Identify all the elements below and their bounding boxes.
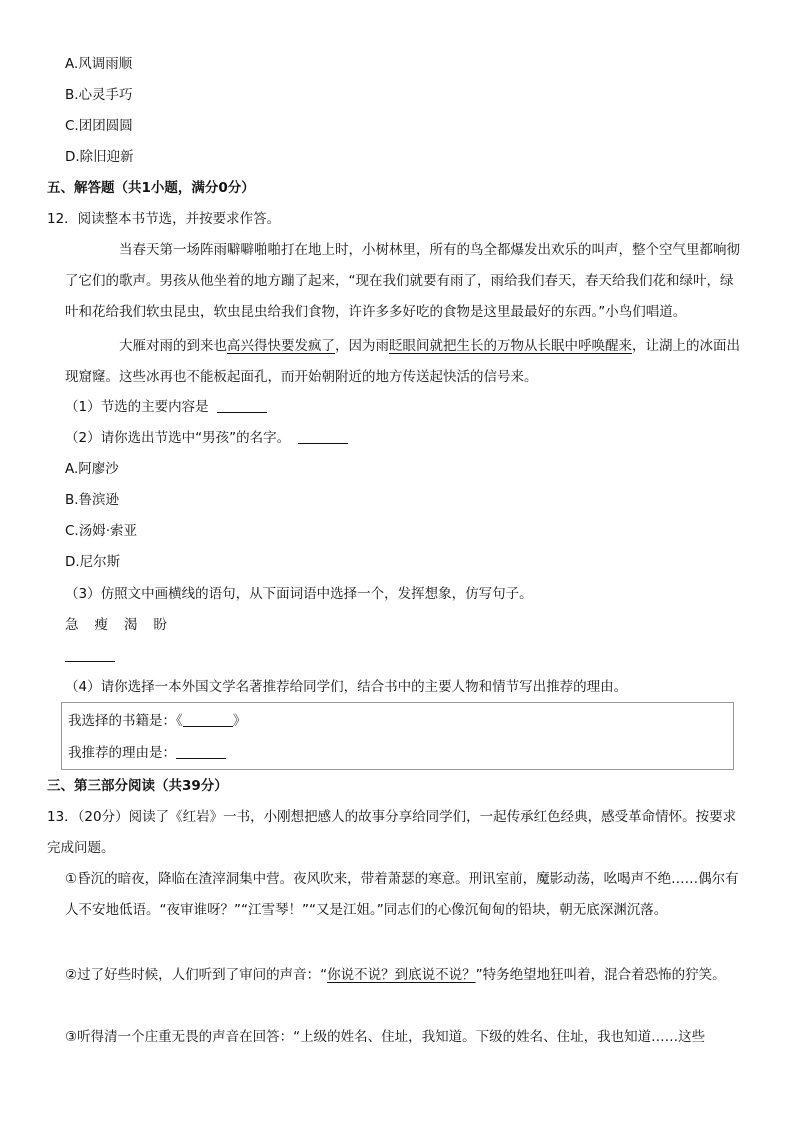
q13-paragraph-3: ③听得清一个庄重无畏的声音在回答：“上级的姓名、住址，我知道。下级的姓名、住址，我也知道……这些 xyxy=(65,1029,706,1045)
box-line-1 xyxy=(68,711,246,731)
q12-sub1-blank[interactable] xyxy=(217,398,267,413)
q12-passage-paragraph-2 xyxy=(65,331,745,393)
para2-underlined-1: 高兴得快要发疯了 xyxy=(227,338,335,354)
q12-sub2-option-d: D.尼尔斯 xyxy=(65,554,121,570)
q13-p2-text-a: ②过了好些时候，人们听到了审问的声音：“ xyxy=(65,967,328,983)
para2-underlined-2: 眨眼间就把生长的万物从长眠中呼唤醒来 xyxy=(389,338,632,354)
q12-sub1 xyxy=(65,397,267,417)
q11-option-b: B.心灵手巧 xyxy=(65,87,133,103)
para2-text-b: ，因为雨 xyxy=(335,338,389,354)
q13-p2-underlined: 你说不说？到底说不说？ xyxy=(327,967,476,983)
box-line1-text-a: 我选择的书籍是：《 xyxy=(68,713,183,729)
q12-sub2-option-c: C.汤姆·索亚 xyxy=(65,523,138,539)
word-4: 盼 xyxy=(153,617,167,633)
q12-sub2 xyxy=(65,428,348,448)
box-line-2 xyxy=(68,743,226,763)
para2-text-a: 大雁对雨的到来也 xyxy=(119,338,227,354)
q11-option-c: C.团团圆圆 xyxy=(65,118,133,134)
q12-sub4: （4）请你选择一本外国文学名著推荐给同学们，结合书中的主要人物和情节写出推荐的理由。 xyxy=(65,679,628,695)
recommendation-box xyxy=(61,702,734,770)
reason-blank[interactable] xyxy=(176,744,226,759)
q13-paragraph-2 xyxy=(65,960,745,991)
q13-p2-text-b: ”特务绝望地狂叫着，混合着恐怖的狞笑。 xyxy=(475,967,726,983)
q12-passage-paragraph-1: 当春天第一场阵雨噼噼啪啪打在地上时，小树林里，所有的鸟全都爆发出欢乐的叫声，整个空气里都响彻了它们的歌声。男孩从他坐着的地方蹦了起来，“现在我们就要有雨了，雨给我们春天，春天给我们花和绿叶，绿叶和花给我们软虫昆虫，软虫昆虫给我们食物，许许多多好吃的食物是这里最最好的东西。”小鸟们唱道。 xyxy=(65,242,740,320)
q12-sub3: （3）仿照文中画横线的语句，从下面词语中选择一个，发挥想象，仿写句子。 xyxy=(65,586,533,602)
section-3-title: 三、第三部分阅读（共39分） xyxy=(47,778,228,794)
q12-sub2-option-b: B.鲁滨逊 xyxy=(65,492,120,508)
book-title-blank[interactable] xyxy=(183,712,233,727)
q12-sub3-blank[interactable] xyxy=(65,660,115,662)
q13-paragraph-1: ①昏沉的暗夜，降临在渣滓洞集中营。夜风吹来，带着萧瑟的寒意。刑讯室前，魔影动荡，吆喝声不绝……偶尔有人不安地低语。“夜审谁呀？”“江雪琴！”“又是江姐。”同志们的心像沉甸甸的铅块，朝无底深渊沉落。 xyxy=(65,871,739,918)
q12-sub2-text: （2）请你选出节选中“男孩”的名字。 xyxy=(65,430,291,446)
word-1: 急 xyxy=(65,617,79,633)
q12-sub1-text: （1）节选的主要内容是 xyxy=(65,399,209,415)
q12-stem: 12．阅读整本书节选，并按要求作答。 xyxy=(47,211,281,227)
section-5-title: 五、解答题（共1小题，满分0分） xyxy=(47,180,255,196)
para2-text-c: ，让湖上的冰面出现窟窿。这些冰再也不能板起面孔，而开始朝附近的地方传送起快活的信号来。 xyxy=(65,338,740,385)
q11-option-a: A.风调雨顺 xyxy=(65,56,133,72)
q12-sub2-option-a: A.阿廖沙 xyxy=(65,461,119,477)
q11-option-d: D.除旧迎新 xyxy=(65,149,134,165)
word-2: 瘦 xyxy=(94,617,108,633)
word-3: 渴 xyxy=(124,617,138,633)
box-line2-text: 我推荐的理由是： xyxy=(68,745,176,761)
q12-sub3-word-list xyxy=(65,615,183,635)
q13-stem: 13．（20分）阅读了《红岩》一书，小刚想把感人的故事分享给同学们，一起传承红色经典，感受革命情怀。按要求完成问题。 xyxy=(47,809,737,856)
box-line1-text-b: 》 xyxy=(232,713,247,729)
q12-sub2-blank[interactable] xyxy=(298,429,348,444)
